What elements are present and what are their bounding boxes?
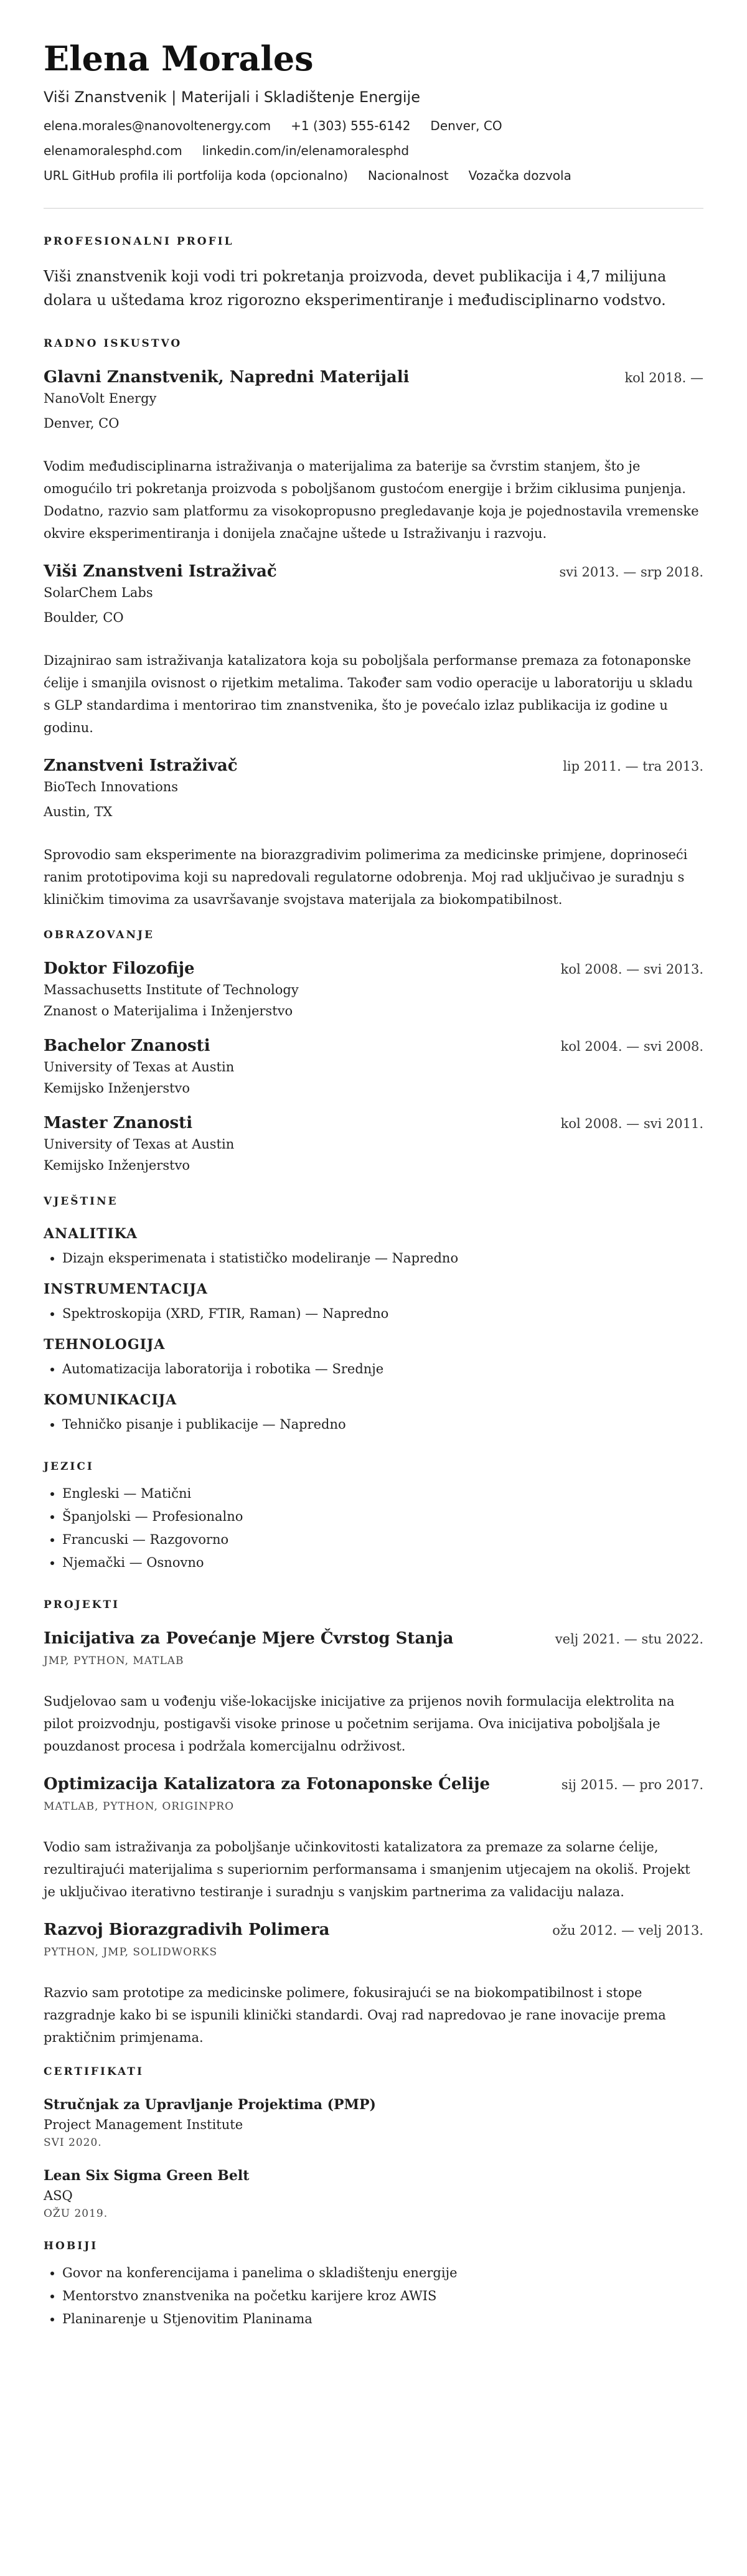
projects-section bbox=[44, 1598, 703, 2049]
education-entry bbox=[44, 1035, 703, 1099]
contact-website-link[interactable]: elenamoralesphd.com bbox=[44, 143, 182, 158]
education-entry bbox=[44, 958, 703, 1022]
project-tech: JMP, PYTHON, MATLAB bbox=[44, 1655, 184, 1667]
skill-category bbox=[44, 1280, 703, 1325]
job-title: Glavni Znanstvenik, Napredni Materijali bbox=[44, 368, 410, 387]
skills-heading: VJEŠTINE bbox=[44, 1195, 118, 1208]
job-location: Boulder, CO bbox=[44, 610, 124, 625]
job-description: Vodim međudisciplinarna istraživanja o materijalima za baterije sa čvrstim stanjem, što je omogućilo tri pokretanja proizvoda s poboljšanom gustoćom energije i bržim ciklusima punjenja. Dodatno, razvio sam platformu za visokopropusno pregledavanje koja je pojednostavila vremenske okvire eksperimentiranja i donijela značajne uštede u Istraživanju i razvoju. bbox=[44, 459, 699, 541]
languages-heading: JEZICI bbox=[44, 1460, 94, 1473]
certificates-heading: CERTIFIKATI bbox=[44, 2066, 144, 2078]
job-entry bbox=[44, 367, 703, 545]
skill-category-name: INSTRUMENTACIJA bbox=[44, 1281, 208, 1297]
contact-email[interactable]: elena.morales@nanovoltenergy.com bbox=[44, 118, 271, 133]
skills-section bbox=[44, 1195, 703, 1436]
education-date: kol 2008. — svi 2013. bbox=[560, 962, 703, 977]
hobby-item: • Mentorstvo znanstvenika na početku karijere kroz AWIS bbox=[62, 2285, 703, 2308]
hobby-item: • Govor na konferencijama i panelima o skladištenju energije bbox=[62, 2262, 703, 2285]
job-date: kol 2018. — bbox=[624, 370, 703, 385]
job-title: Znanstveni Istraživač bbox=[44, 756, 238, 775]
header-divider bbox=[44, 208, 703, 209]
project-tech: PYTHON, JMP, SOLIDWORKS bbox=[44, 1946, 218, 1958]
project-description: Sudjelovao sam u vođenju više-lokacijske inicijative za prijenos novih formulacija elektrolita na pilot proizvodnju, postigavši visoke prinose u početnim serijama. Ova inicijativa poboljšala je pouzdanost procesa i podržala komercijalnu održivost. bbox=[44, 1694, 675, 1754]
contact-linkedin-link[interactable]: linkedin.com/in/elenamoralesphd bbox=[202, 143, 410, 158]
hobbies-heading: HOBIJI bbox=[44, 2240, 98, 2252]
degree-title: Doktor Filozofije bbox=[44, 959, 195, 978]
skill-item: • Dizajn eksperimenata i statističko modeliranje — Napredno bbox=[62, 1247, 703, 1270]
skill-category-name: TEHNOLOGIJA bbox=[44, 1337, 166, 1353]
contact-row-extra bbox=[44, 167, 703, 184]
job-date: svi 2013. — srp 2018. bbox=[559, 565, 703, 580]
project-date: sij 2015. — pro 2017. bbox=[561, 1777, 703, 1792]
profile-heading: PROFESIONALNI PROFIL bbox=[44, 235, 234, 248]
degree-title: Master Znanosti bbox=[44, 1114, 193, 1132]
education-school: University of Texas at Austin bbox=[44, 1060, 235, 1074]
education-date: kol 2004. — svi 2008. bbox=[560, 1039, 703, 1054]
skill-category-name: KOMUNIKACIJA bbox=[44, 1392, 177, 1408]
experience-heading: RADNO ISKUSTVO bbox=[44, 337, 182, 350]
contact-row-links bbox=[44, 142, 703, 159]
languages-section bbox=[44, 1460, 703, 1574]
job-location: Denver, CO bbox=[44, 416, 120, 431]
project-tech: MATLAB, PYTHON, ORIGINPRO bbox=[44, 1800, 235, 1813]
certificate-entry bbox=[44, 2166, 703, 2222]
skill-item: • Automatizacija laboratorija i robotika — Srednje bbox=[62, 1358, 703, 1381]
project-title: Inicijativa za Povećanje Mjere Čvrstog Stanja bbox=[44, 1629, 454, 1648]
language-item: • Engleski — Matični bbox=[62, 1482, 703, 1505]
job-company: SolarChem Labs bbox=[44, 585, 153, 600]
education-field: Znanost o Materijalima i Inženjerstvo bbox=[44, 1004, 293, 1018]
hobby-item: • Planinarenje u Stjenovitim Planinama bbox=[62, 2308, 703, 2331]
project-entry bbox=[44, 1628, 703, 1757]
job-entry bbox=[44, 755, 703, 911]
education-school: Massachusetts Institute of Technology bbox=[44, 982, 299, 997]
hobbies-section bbox=[44, 2239, 703, 2331]
education-heading: OBRAZOVANJE bbox=[44, 929, 155, 941]
language-item: • Španjolski — Profesionalno bbox=[62, 1505, 703, 1528]
skill-category-name: ANALITIKA bbox=[44, 1226, 138, 1242]
profile-section bbox=[44, 235, 703, 312]
job-location: Austin, TX bbox=[44, 804, 113, 819]
education-field: Kemijsko Inženjerstvo bbox=[44, 1158, 190, 1173]
candidate-headline: Viši Znanstvenik | Materijali i Skladištenje Energije bbox=[44, 88, 420, 106]
education-school: University of Texas at Austin bbox=[44, 1137, 235, 1152]
job-company: BioTech Innovations bbox=[44, 779, 179, 794]
contact-license: Vozačka dozvola bbox=[468, 168, 571, 183]
job-description: Sprovodio sam eksperimente na biorazgradivim polimerima za medicinske primjene, doprinoseći ranim prototipovima koji su napredovali regulatorne odobrenja. Moj rad uključivao je suradnju s kliničkim timovima za usavršavanje svojstava materijala za biokompatibilnost. bbox=[44, 847, 688, 907]
candidate-name: Elena Morales bbox=[44, 39, 314, 78]
certificate-date: OŽU 2019. bbox=[44, 2207, 108, 2220]
certificate-org: ASQ bbox=[44, 2188, 73, 2203]
project-date: ožu 2012. — velj 2013. bbox=[552, 1923, 703, 1938]
certificate-org: Project Management Institute bbox=[44, 2117, 243, 2132]
skill-item: • Tehničko pisanje i publikacije — Napredno bbox=[62, 1413, 703, 1436]
project-title: Razvoj Biorazgradivih Polimera bbox=[44, 1920, 330, 1939]
language-item: • Njemački — Osnovno bbox=[62, 1551, 703, 1574]
contact-row-primary bbox=[44, 117, 703, 134]
education-entry bbox=[44, 1112, 703, 1176]
certificate-date: SVI 2020. bbox=[44, 2136, 102, 2149]
profile-summary: Viši znanstvenik koji vodi tri pokretanja proizvoda, devet publikacija i 4,7 milijuna dolara u uštedama kroz rigorozno eksperimentiranje i međudisciplinarno vodstvo. bbox=[44, 268, 667, 309]
project-entry bbox=[44, 1774, 703, 1903]
job-title: Viši Znanstveni Istraživač bbox=[44, 562, 277, 581]
degree-title: Bachelor Znanosti bbox=[44, 1037, 210, 1055]
education-section bbox=[44, 928, 703, 1176]
experience-section bbox=[44, 337, 703, 911]
project-date: velj 2021. — stu 2022. bbox=[555, 1632, 703, 1647]
job-entry bbox=[44, 561, 703, 739]
job-description: Dizajnirao sam istraživanja katalizatora koja su poboljšala performanse premaza za fotonaponske ćelije i smanjila ovisnost o rijetkim metalima. Također sam vodio operacije u laboratoriju u skladu s GLP standardima i mentorirao tim znanstvenika, što je povećalo izlaz publikacija iz godine u godinu. bbox=[44, 653, 693, 735]
project-entry bbox=[44, 1919, 703, 2049]
skill-category bbox=[44, 1335, 703, 1381]
certificate-name: Stručnjak za Upravljanje Projektima (PMP) bbox=[44, 2097, 376, 2113]
project-description: Razvio sam prototipe za medicinske polimere, fokusirajući se na biokompatibilnost i stope razgradnje kako bi se ispunili klinički standardi. Ovaj rad napredovao je rane inovacije prema praktičnim primjenama. bbox=[44, 1985, 666, 2045]
certificates-section bbox=[44, 2065, 703, 2222]
language-item: • Francuski — Razgovorno bbox=[62, 1528, 703, 1551]
certificate-name: Lean Six Sigma Green Belt bbox=[44, 2168, 250, 2184]
skill-item: • Spektroskopija (XRD, FTIR, Raman) — Napredno bbox=[62, 1302, 703, 1325]
resume-header bbox=[44, 39, 703, 184]
contact-nationality: Nacionalnost bbox=[367, 168, 449, 183]
skill-category bbox=[44, 1225, 703, 1270]
project-description: Vodio sam istraživanja za poboljšanje učinkovitosti katalizatora za premaze za solarne ćelije, rezultirajući materijalima s superiornim performansama i smanjenim utjecajem na okoliš. Projekt je uključivao iterativno testiranje i suradnju s vanjskim partnerima za validaciju nalaza. bbox=[44, 1840, 690, 1899]
job-date: lip 2011. — tra 2013. bbox=[563, 759, 703, 774]
job-company: NanoVolt Energy bbox=[44, 391, 157, 406]
education-date: kol 2008. — svi 2011. bbox=[560, 1116, 703, 1131]
contact-location: Denver, CO bbox=[430, 118, 502, 133]
certificate-entry bbox=[44, 2095, 703, 2151]
project-title: Optimizacija Katalizatora za Fotonaponske Ćelije bbox=[44, 1775, 491, 1793]
skill-category bbox=[44, 1391, 703, 1436]
contact-phone[interactable]: +1 (303) 555-6142 bbox=[291, 118, 411, 133]
contact-github-placeholder: URL GitHub profila ili portfolija koda (opcionalno) bbox=[44, 168, 348, 183]
projects-heading: PROJEKTI bbox=[44, 1599, 120, 1611]
education-field: Kemijsko Inženjerstvo bbox=[44, 1081, 190, 1096]
